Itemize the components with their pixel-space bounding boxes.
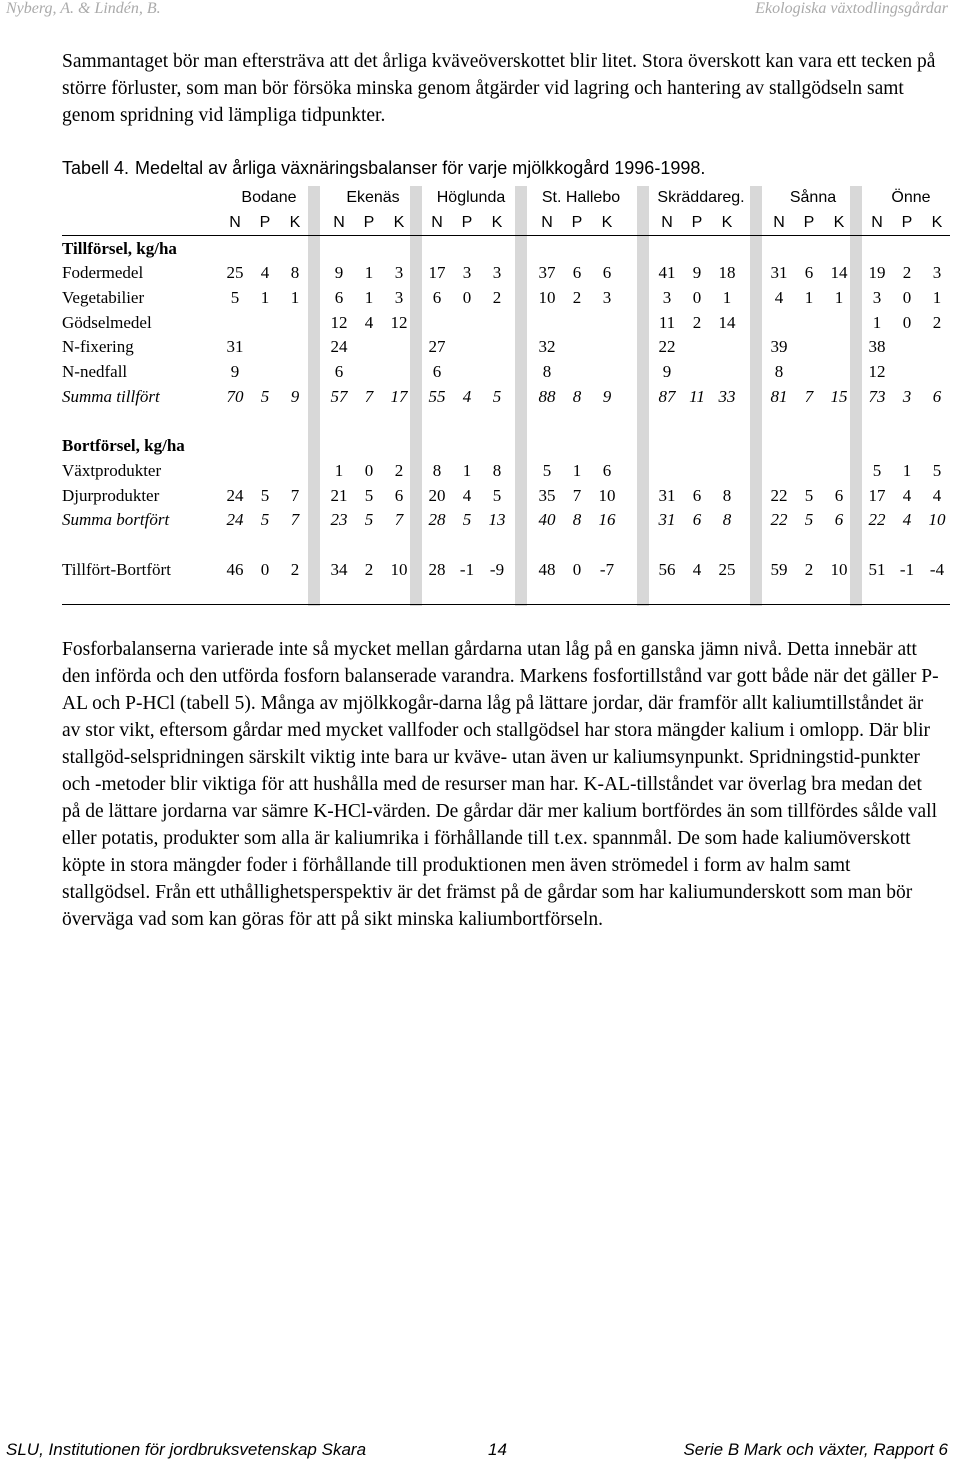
table-cell: [680, 360, 714, 384]
table-cell: 87: [658, 387, 676, 406]
table-cell: [248, 311, 282, 335]
table-cell: 81: [770, 387, 788, 406]
table-cell: [480, 360, 514, 384]
table-cell: 8: [432, 461, 442, 480]
table-cell: 8: [722, 510, 732, 529]
nutrient-header: P: [901, 214, 913, 231]
table-cell: 3: [492, 263, 502, 282]
section-title: Tillförsel, kg/ha: [62, 239, 177, 258]
table-cell: [382, 360, 416, 384]
table-cell: 3: [932, 263, 942, 282]
table-cell: 0: [572, 560, 582, 579]
table-cell: [792, 360, 826, 384]
table-cell: 9: [230, 362, 240, 381]
table-cell: -7: [599, 560, 615, 579]
table-cell: 6: [432, 362, 442, 381]
table-cell: 2: [804, 560, 814, 579]
row-label: Växtprodukter: [62, 461, 162, 480]
table-cell: 22: [868, 510, 886, 529]
table-cell: 41: [658, 263, 676, 282]
table-cell: 3: [602, 288, 612, 307]
table-cell: [590, 360, 624, 384]
table-cell: 31: [226, 337, 244, 356]
table-cell: [560, 360, 594, 384]
column-separator: [515, 186, 527, 606]
table-cell: [762, 311, 796, 335]
row-label: Summa tillfört: [62, 387, 160, 406]
table-cell: -4: [929, 560, 945, 579]
table-cell: [792, 335, 826, 359]
table-cell: 1: [364, 288, 374, 307]
table-cell: 73: [868, 387, 886, 406]
table-cell: 22: [770, 510, 788, 529]
table-cell: [420, 311, 454, 335]
table-cell: 24: [226, 510, 244, 529]
table-cell: 33: [718, 387, 736, 406]
table-cell: 2: [394, 461, 404, 480]
table-cell: 4: [462, 486, 472, 505]
table-cell: 7: [572, 486, 582, 505]
table-cell: 6: [572, 263, 582, 282]
row-label: Gödselmedel: [62, 313, 152, 332]
table-cell: 4: [932, 486, 942, 505]
table-cell: 23: [330, 510, 348, 529]
table-cell: 88: [538, 387, 556, 406]
table-cell: 6: [334, 362, 344, 381]
table-cell: 8: [290, 263, 300, 282]
table-cell: -1: [459, 560, 475, 579]
table-cell: 9: [662, 362, 672, 381]
table-cell: 6: [334, 288, 344, 307]
nutrient-balance-table: [0, 0, 960, 620]
table-cell: 2: [902, 263, 912, 282]
table-cell: 5: [804, 486, 814, 505]
table-cell: 18: [718, 263, 736, 282]
table-cell: 2: [364, 560, 374, 579]
table-cell: [352, 335, 386, 359]
table-cell: 24: [330, 337, 348, 356]
header-authors: Nyberg, A. & Lindén, B.: [6, 0, 161, 17]
table-cell: [480, 311, 514, 335]
table-cell: 7: [364, 387, 374, 406]
table-cell: 31: [658, 510, 676, 529]
footer-series: Serie B Mark och växter, Rapport 6: [683, 1440, 948, 1459]
table-cell: [248, 335, 282, 359]
table-cell: 9: [602, 387, 612, 406]
table-cell: [920, 335, 954, 359]
table-cell: [680, 459, 714, 483]
table-cell: 8: [572, 510, 582, 529]
table-cell: 31: [658, 486, 676, 505]
farm-header: Skräddareg.: [657, 189, 745, 206]
table-cell: [278, 311, 312, 335]
table-cell: 14: [718, 313, 736, 332]
nutrient-header: P: [363, 214, 375, 231]
table-cell: 35: [538, 486, 556, 505]
table-cell: 5: [260, 387, 270, 406]
table-cell: [560, 335, 594, 359]
table-cell: 1: [902, 461, 912, 480]
table-cell: [650, 459, 684, 483]
table-cell: 0: [902, 313, 912, 332]
table-cell: [590, 311, 624, 335]
table-cell: 10: [598, 486, 616, 505]
table-cell: [248, 459, 282, 483]
table-cell: 8: [572, 387, 582, 406]
table-cell: 6: [602, 263, 612, 282]
nutrient-header: K: [491, 214, 503, 231]
nutrient-header: K: [721, 214, 733, 231]
table-cell: 1: [290, 288, 300, 307]
table-cell: 70: [226, 387, 244, 406]
table-cell: 1: [804, 288, 814, 307]
table-cell: 3: [662, 288, 672, 307]
table-cell: 12: [390, 313, 408, 332]
page-number: 14: [488, 1440, 507, 1459]
table-cell: 9: [290, 387, 300, 406]
table-cell: [218, 459, 252, 483]
table-cell: 38: [868, 337, 886, 356]
section-title: Bortförsel, kg/ha: [62, 436, 185, 455]
nutrient-header: N: [773, 214, 785, 231]
table-cell: 37: [538, 263, 556, 282]
table-cell: 8: [774, 362, 784, 381]
table-bottom-rule: [62, 604, 950, 605]
table-cell: 7: [394, 510, 404, 529]
table-cell: 51: [868, 560, 886, 579]
table-cell: 1: [364, 263, 374, 282]
table-cell: [762, 459, 796, 483]
table-cell: 55: [428, 387, 446, 406]
nutrient-header: P: [803, 214, 815, 231]
table-cell: 17: [868, 486, 886, 505]
row-label: Fodermedel: [62, 263, 144, 282]
column-separator: [750, 186, 762, 606]
farm-header: Ekenäs: [346, 189, 400, 206]
table-cell: 25: [226, 263, 244, 282]
table-cell: [822, 459, 856, 483]
nutrient-header: N: [661, 214, 673, 231]
table-cell: 15: [830, 387, 848, 406]
table-cell: 31: [770, 263, 788, 282]
table-cell: 4: [462, 387, 472, 406]
table-cell: 5: [260, 510, 270, 529]
table-cell: 13: [488, 510, 506, 529]
nutrient-header: N: [871, 214, 883, 231]
page-footer: [0, 1440, 960, 1464]
table-cell: 5: [364, 486, 374, 505]
table-cell: [710, 335, 744, 359]
table-cell: 9: [334, 263, 344, 282]
row-label: Vegetabilier: [62, 288, 145, 307]
table-cell: 59: [770, 560, 788, 579]
table-cell: 19: [868, 263, 886, 282]
table-cell: [822, 335, 856, 359]
table-cell: [710, 459, 744, 483]
table-cell: 12: [330, 313, 348, 332]
table-cell: 5: [260, 486, 270, 505]
table-cell: 22: [770, 486, 788, 505]
table-cell: 9: [692, 263, 702, 282]
table-cell: 6: [834, 510, 844, 529]
table-cell: [530, 311, 564, 335]
table-cell: -1: [899, 560, 915, 579]
table-cell: 1: [260, 288, 270, 307]
table-cell: [382, 335, 416, 359]
table-cell: 2: [932, 313, 942, 332]
table-cell: 34: [330, 560, 348, 579]
table-cell: 6: [692, 486, 702, 505]
farm-header: Önne: [891, 189, 931, 206]
table-cell: 6: [804, 263, 814, 282]
table-cell: 0: [260, 560, 270, 579]
table-cell: 8: [542, 362, 552, 381]
farm-header: Sånna: [789, 189, 837, 206]
table-cell: 16: [598, 510, 616, 529]
table-cell: [822, 360, 856, 384]
table-cell: 4: [902, 510, 912, 529]
table-cell: 1: [834, 288, 844, 307]
table-cell: 6: [432, 288, 442, 307]
nutrient-header: K: [601, 214, 613, 231]
table-cell: -9: [489, 560, 505, 579]
table-cell: [450, 335, 484, 359]
table-cell: [248, 360, 282, 384]
row-label: Tillfört-Bortfört: [62, 560, 171, 579]
table-cell: 4: [364, 313, 374, 332]
table-cell: 1: [722, 288, 732, 307]
table-cell: 25: [718, 560, 736, 579]
table-cell: [278, 360, 312, 384]
table-cell: 17: [428, 263, 446, 282]
table-cell: [450, 360, 484, 384]
table-cell: [278, 335, 312, 359]
table-cell: 4: [260, 263, 270, 282]
nutrient-header: N: [229, 214, 241, 231]
table-cell: 32: [538, 337, 556, 356]
table-cell: 0: [364, 461, 374, 480]
table-cell: [792, 459, 826, 483]
table-cell: [450, 311, 484, 335]
body-paragraph: Fosforbalanserna varierade inte så mycket mellan gårdarna utan låg på en ganska jämn nivå. Detta innebär att den införda och den utförda fosforn balanserade varandra. Markens fosfortillstånd var gott både när det gäller P-AL och P-HCl (tabell 5). Många av mjölkkogår-darna låg på lättare jordar, där framför allt kaliumtillståndet är av stor vikt, eftersom gårdar med mycket vallfoder och stallgödsel har stora mängder kalium i omlopp. Där blir stallgöd-selspridningen särskilt viktig inte bara ur kväve- utan även ur kaliumsynpunkt. Spridningstid-punkter och -metoder blir viktiga för att hushålla med de resurser man har. K-AL-tillståndet var överlag bra medan det på de lättare jordarna var sämre K-HCl-värden. De gårdar där mer kalium bortfördes än som tillfördes sålde vall eller potatis, produkter som alla är kaliumrika i förhållande till t.ex. spannmål. De som hade kaliumöverskott köpte in stora mängder foder i förhållande till produktionen men även strömedel i form av halm samt stallgödsel. Från ett uthållighetsperspektiv är det främst på de gårdar som har kaliumunderskott som man bör överväga vad som kan göras för att på sikt minska kaliumbortförseln.: [62, 639, 939, 930]
table-cell: 27: [428, 337, 446, 356]
table-cell: 2: [692, 313, 702, 332]
table-cell: 5: [804, 510, 814, 529]
row-label: N-nedfall: [62, 362, 128, 381]
table-cell: 3: [394, 288, 404, 307]
table-cell: 2: [290, 560, 300, 579]
table-cell: 10: [928, 510, 946, 529]
table-cell: [560, 311, 594, 335]
table-cell: 1: [872, 313, 882, 332]
nutrient-header: K: [931, 214, 943, 231]
table-cell: 21: [330, 486, 348, 505]
table-cell: 57: [330, 387, 348, 406]
table-cell: 1: [334, 461, 344, 480]
table-cell: 6: [394, 486, 404, 505]
table-cell: 5: [364, 510, 374, 529]
table-cell: 3: [394, 263, 404, 282]
table-cell: 46: [226, 560, 244, 579]
nutrient-header: N: [431, 214, 443, 231]
table-cell: 5: [872, 461, 882, 480]
table-cell: 10: [390, 560, 408, 579]
farm-header: Höglunda: [436, 189, 506, 206]
table-cell: 7: [290, 486, 300, 505]
table-cell: 1: [932, 288, 942, 307]
header-rule: [62, 235, 950, 236]
table-cell: 3: [902, 387, 912, 406]
table-cell: 48: [538, 560, 556, 579]
table-cell: 20: [428, 486, 446, 505]
table-cell: 4: [692, 560, 702, 579]
table-cell: 3: [872, 288, 882, 307]
table-cell: 39: [770, 337, 788, 356]
table-cell: 40: [538, 510, 556, 529]
table-cell: 24: [226, 486, 244, 505]
table-cell: 6: [932, 387, 942, 406]
table-cell: [352, 360, 386, 384]
table-cell: 28: [428, 510, 446, 529]
table-cell: [218, 311, 252, 335]
table-cell: 2: [492, 288, 502, 307]
farm-header: Bodane: [241, 189, 297, 206]
table-cell: 6: [834, 486, 844, 505]
row-label: Summa bortfört: [62, 510, 170, 529]
table-cell: [822, 311, 856, 335]
table-cell: 1: [462, 461, 472, 480]
table-cell: 0: [902, 288, 912, 307]
column-separator: [637, 186, 649, 606]
table-cell: 11: [689, 387, 705, 406]
table-label: Tabell 4.: [62, 158, 130, 178]
table-cell: 5: [542, 461, 552, 480]
table-cell: 7: [290, 510, 300, 529]
table-cell: 7: [804, 387, 814, 406]
nutrient-header: P: [571, 214, 583, 231]
table-cell: 4: [774, 288, 784, 307]
nutrient-header: N: [541, 214, 553, 231]
table-cell: 8: [492, 461, 502, 480]
nutrient-header: P: [259, 214, 271, 231]
table-cell: 5: [492, 387, 502, 406]
intro-paragraph: Sammantaget bör man eftersträva att det årliga kväveöverskottet blir litet. Stora överskott kan vara ett tecken på större förluster, som man bör försöka minska genom åtgärder vid lagring och hantering av stallgödseln samt genom spridning vid lämpliga tidpunkter.: [62, 51, 936, 126]
table-cell: 1: [572, 461, 582, 480]
table-cell: 8: [722, 486, 732, 505]
table-cell: 14: [830, 263, 848, 282]
table-cell: [890, 360, 924, 384]
nutrient-header: K: [393, 214, 405, 231]
table-cell: 10: [538, 288, 556, 307]
table-cell: [890, 335, 924, 359]
table-cell: 0: [692, 288, 702, 307]
table-cell: 0: [462, 288, 472, 307]
table-cell: [920, 360, 954, 384]
table-cell: [480, 335, 514, 359]
table-cell: 5: [492, 486, 502, 505]
table-cell: [278, 459, 312, 483]
table-cell: 10: [830, 560, 848, 579]
table-cell: 12: [868, 362, 886, 381]
nutrient-header: P: [461, 214, 473, 231]
nutrient-header: K: [289, 214, 301, 231]
nutrient-header: K: [833, 214, 845, 231]
table-cell: 22: [658, 337, 676, 356]
row-label: N-fixering: [62, 337, 134, 356]
nutrient-header: P: [691, 214, 703, 231]
nutrient-header: N: [333, 214, 345, 231]
header-title: Ekologiska växtodlingsgårdar: [755, 0, 948, 17]
table-cell: [680, 335, 714, 359]
table-cell: [792, 311, 826, 335]
table-cell: 5: [230, 288, 240, 307]
table-cell: 2: [572, 288, 582, 307]
farm-header: St. Hallebo: [541, 189, 621, 206]
table-cell: [710, 360, 744, 384]
row-label: Djurprodukter: [62, 486, 160, 505]
table-cell: 28: [428, 560, 446, 579]
table-caption-text: Medeltal av årliga växnäringsbalanser för varje mjölkkogård 1996-1998.: [135, 158, 706, 178]
table-cell: [590, 335, 624, 359]
table-cell: 5: [932, 461, 942, 480]
table-cell: 56: [658, 560, 676, 579]
table-cell: 6: [692, 510, 702, 529]
table-cell: 6: [602, 461, 612, 480]
table-cell: 17: [390, 387, 408, 406]
table-cell: 11: [658, 313, 676, 332]
table-cell: 3: [462, 263, 472, 282]
table-cell: 4: [902, 486, 912, 505]
table-cell: 5: [462, 510, 472, 529]
footer-institution: SLU, Institutionen för jordbruksvetenskap Skara: [6, 1440, 367, 1459]
